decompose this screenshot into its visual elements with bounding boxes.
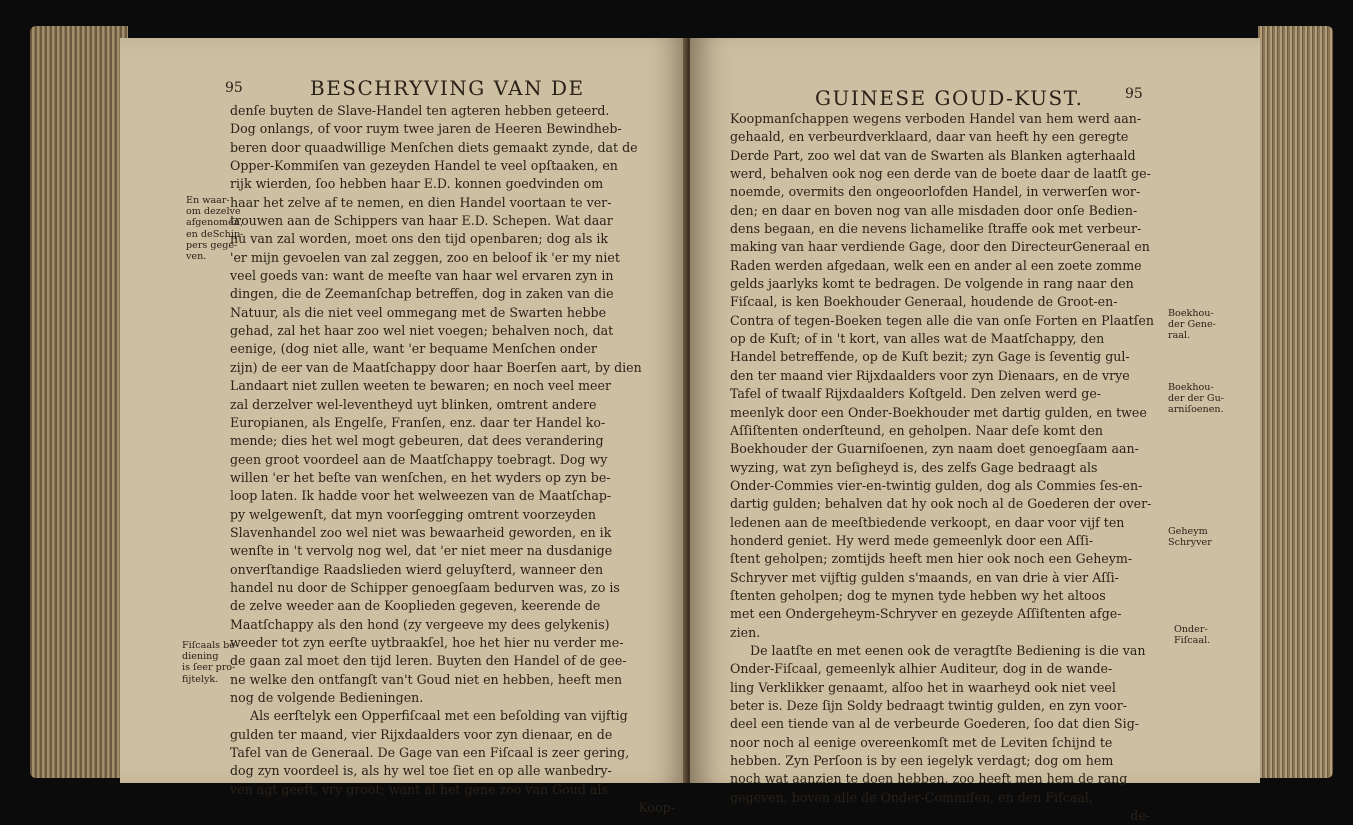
margin-note-right-3: Geheym Schryver — [1168, 526, 1212, 549]
catchword: de- — [1130, 808, 1150, 824]
text-line: Onder-Fiſcaal, gemeenlyk alhier Auditeur, dog in de wande- — [730, 661, 1113, 677]
text-line: zal derzelver wel-leventheyd uyt blinken, omtrent andere — [230, 396, 597, 412]
left-page — [120, 38, 688, 816]
text-line: gelds jaarlyks komt te bedragen. De volgende in rang naar den — [730, 276, 1134, 292]
text-line: Tafel van de Generaal. De Gage van een Fiſcaal is zeer gering, — [230, 745, 630, 761]
right-body-text — [730, 110, 1154, 825]
text-line: geen groot voordeel aan de Maatſchappy toebragt. Dog wy — [230, 451, 608, 467]
margin-note-right-2: Boekhou- der der Gu- arniſoenen. — [1168, 382, 1224, 416]
text-line: py welgewenſt, dat myn voorſegging omtrent voorzeyden — [230, 506, 596, 522]
text-line: Handel betreffende, op de Kuſt bezit; zyn Gage is ſeventig gul- — [730, 349, 1130, 365]
text-line: dartig gulden; behalven dat hy ook noch al de Goederen der over- — [730, 496, 1152, 512]
margin-note-left-2: Fiſcaals be- diening is ſeer pro- fijtelyk. — [182, 640, 239, 685]
text-line: Europianen, als Engelſe, Franſen, enz. daar ter Handel ko- — [230, 414, 606, 430]
text-line: mende; dies het wel mogt gebeuren, dat dees verandering — [230, 433, 604, 449]
left-page-number: 95 — [225, 80, 243, 96]
text-line: Natuur, als die niet veel ommegang met de Swarten hebbe — [230, 304, 607, 320]
text-line: deel een tiende van al de verbeurde Goederen, ſoo dat dien Sig- — [730, 716, 1140, 732]
margin-note-left-1: En waar- om dezelve afgenomen, en deSchip- pers gege- ven. — [186, 195, 244, 262]
text-line: gulden ter maand, vier Rijxdaalders voor zyn dienaar, en de — [230, 726, 613, 742]
text-line: dog zyn voordeel is, als hy wel toe ſiet en op alle wanbedry- — [230, 763, 612, 779]
text-line: noor noch al eenige overeenkomſt met de Leviten ſchijnd te — [730, 734, 1113, 750]
text-line: dingen, die de Zeemanſchap betreffen, dog in zaken van die — [230, 286, 614, 302]
text-line: trouwen aan de Schippers van haar E.D. Schepen. Wat daar — [230, 213, 613, 229]
text-line: Aſſiſtenten onderſteund, en geholpen. Naar deſe komt den — [730, 422, 1104, 438]
catchword: Koop- — [638, 800, 675, 816]
text-line: de zelve weeder aan de Kooplieden gegeven, keerende de — [230, 598, 601, 614]
left-body-text — [230, 102, 675, 817]
text-line: gehad, zal het haar zoo wel niet voegen; behalven noch, dat — [230, 323, 614, 339]
text-line: Tafel of twaalf Rijxdaalders Koſtgeld. Den zelven werd ge- — [730, 386, 1102, 402]
left-running-head: BESCHRYVING VAN DE — [310, 76, 585, 100]
text-line: beter is. Deze ſijn Soldy bedraagt twintig gulden, en zyn voor- — [730, 698, 1128, 713]
text-line: ne welke den ontfangſt van't Goud niet en hebben, heeft men — [230, 671, 623, 687]
text-line: Boekhouder der Guarniſoenen, zyn naam doet genoegſaam aan- — [730, 441, 1139, 457]
text-line: handel nu door de Schipper genoegſaam bedurven was, zo is — [230, 579, 620, 595]
text-line: meenlyk door een Onder-Boekhouder met dartig gulden, en twee — [730, 404, 1147, 420]
text-line: de gaan zal moet den tijd leren. Buyten den Handel of de gee- — [230, 653, 627, 669]
text-line: ſtent geholpen; zomtijds heeft men hier ook noch een Geheym- — [730, 551, 1133, 567]
margin-note-right-1: Boekhou- der Gene- raal. — [1168, 308, 1216, 342]
text-line: ven agt geeft, vry groot; want al het gene zoo van Goud als — [230, 781, 608, 797]
text-line: 'er mijn gevoelen van zal zeggen, zoo en beloof ik 'er my niet — [230, 249, 620, 265]
text-line: veel goeds van: want de meeſte van haar wel ervaren zyn in — [230, 268, 614, 284]
right-page — [690, 38, 1260, 824]
text-line: eenige, (dog niet alle, want 'er bequame Menſchen onder — [230, 341, 597, 357]
open-book — [30, 18, 1333, 824]
text-line: haar het zelve af te nemen, en dien Handel voortaan te ver- — [230, 194, 612, 210]
text-line: nog de volgende Bedieningen. — [230, 690, 424, 705]
text-line: Landaart niet zullen weeten te bewaren; en noch veel meer — [230, 378, 611, 394]
text-line: weeder tot zyn eerſte uytbraakſel, hoe het hier nu verder me- — [230, 634, 624, 650]
text-line: ſtenten geholpen; dog te mynen tyde hebben wy het altoos — [730, 587, 1106, 603]
text-line: Contra of tegen-Boeken tegen alle die van onſe Forten en Plaatſen — [730, 312, 1154, 328]
text-line: den; en daar en boven nog van alle misdaden door onſe Bedien- — [730, 202, 1138, 218]
text-line: Raden werden afgedaan, welk een en ander al een zoete zomme — [730, 257, 1142, 273]
text-line: ledenen aan de meeſtbiedende verkoopt, en daar voor vijf ten — [730, 514, 1125, 530]
text-line: Koopmanſchappen wegens verboden Handel van hem werd aan- — [730, 111, 1142, 126]
text-line: denſe buyten de Slave-Handel ten agteren hebben geteerd. — [230, 103, 610, 118]
page-edges-left — [30, 26, 128, 778]
text-line: noch wat aanzien te doen hebben, zoo heeft men hem de rang — [730, 771, 1128, 787]
text-line: loop laten. Ik hadde voor het welweezen van de Maatſchap- — [230, 488, 612, 504]
text-line: dens begaan, en die nevens lichamelike ſtraffe ook met verbeur- — [730, 221, 1142, 237]
margin-note-right-4: Onder- Fiſcaal. — [1174, 624, 1211, 647]
text-line: noemde, overmits den ongeoorlofden Handel, in verwerſen wor- — [730, 184, 1141, 200]
text-line: Als eerſtelyk een Opperfiſcaal met een beſolding van vijftig — [250, 708, 628, 724]
text-line: ling Verklikker genaamt, alſoo het in waarheyd ook niet veel — [730, 679, 1116, 695]
text-line: Dog onlangs, of voor ruym twee jaren de Heeren Bewindheb- — [230, 121, 622, 137]
text-line: honderd geniet. Hy werd mede gemeenlyk door een Aſſi- — [730, 532, 1094, 548]
text-line: nu van zal worden, moet ons den tijd openbaren; dog als ik — [230, 231, 609, 247]
text-line: Slavenhandel zoo wel niet was bewaarheid geworden, en ik — [230, 524, 612, 540]
text-line: gegeven, boven alle de Onder-Commiſen, en den Fiſcaal, — [730, 789, 1093, 805]
text-line: Derde Part, zoo wel dat van de Swarten als Blanken agterhaald — [730, 147, 1136, 163]
text-line: zijn) de eer van de Maatſchappy door haar Boerſen aart, by dien — [230, 359, 642, 375]
right-page-number: 95 — [1125, 86, 1143, 102]
text-line: met een Ondergeheym-Schryver en gezeyde Aſſiſtenten afge- — [730, 606, 1122, 622]
text-line: Fiſcaal, is ken Boekhouder Generaal, houdende de Groot-en- — [730, 294, 1118, 310]
text-line: Schryver met vijftig gulden s'maands, en van drie à vier Aſſi- — [730, 569, 1119, 585]
text-line: Opper-Kommiſen van gezeyden Handel te veel opſtaaken, en — [230, 158, 618, 174]
text-line: rijk wierden, ſoo hebben haar E.D. konnen goedvinden om — [230, 176, 604, 192]
text-line: gehaald, en verbeurdverklaard, daar van heeft hy een geregte — [730, 129, 1129, 145]
text-line: wenſte in 't vervolg nog wel, dat 'er niet meer na dusdanige — [230, 543, 613, 559]
text-line: making van haar verdiende Gage, door den DirecteurGeneraal en — [730, 239, 1150, 255]
text-line: den ter maand vier Rijxdaalders voor zyn Dienaars, en de vrye — [730, 367, 1130, 383]
text-line: De laatſte en met eenen ook de veragtſte Bediening is die van — [750, 642, 1146, 658]
text-line: hebben. Zyn Perſoon is by een iegelyk verdagt; dog om hem — [730, 753, 1114, 769]
text-line: op de Kuſt; of in 't kort, van alles wat de Maatſchappy, den — [730, 331, 1105, 347]
right-running-head: GUINESE GOUD-KUST. — [815, 86, 1084, 110]
text-line: Maatſchappy als den hond (zy vergeeve my dees gelykenis) — [230, 616, 610, 632]
text-line: willen 'er het beſte van wenſchen, en het wyders op zyn be- — [230, 469, 611, 485]
text-line: beren door quaadwillige Menſchen diets gemaakt zynde, dat de — [230, 139, 638, 155]
text-line: onverſtandige Raadslieden wierd geluyſterd, wanneer den — [230, 561, 604, 577]
text-line: Onder-Commies vier-en-twintig gulden, dog als Commies ſes-en- — [730, 477, 1143, 493]
text-line: wyzing, wat zyn beſigheyd is, des zelfs Gage bedraagt als — [730, 459, 1098, 475]
page-edges-right — [1258, 26, 1333, 778]
text-line: zien. — [730, 624, 761, 640]
text-line: werd, behalven ook nog een derde van de boete daar de laatſt ge- — [730, 166, 1151, 182]
